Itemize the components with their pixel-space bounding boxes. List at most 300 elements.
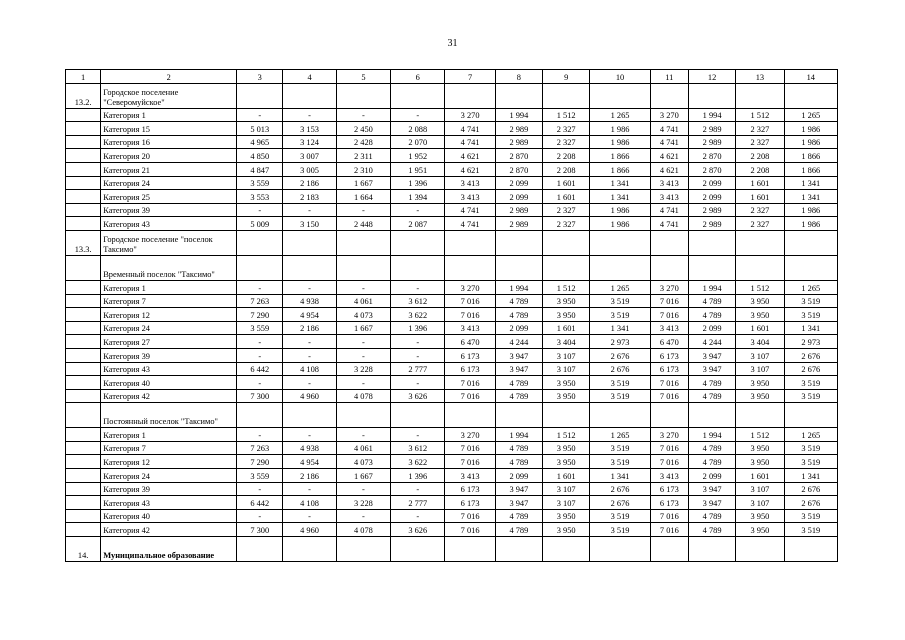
value-cell: 3 519 [590,308,650,322]
table-row [66,403,838,428]
value-cell [650,537,688,562]
value-cell: 4 789 [688,509,735,523]
value-cell: 4 073 [336,308,390,322]
value-cell: 1 341 [784,190,837,204]
column-header: 7 [445,70,495,84]
row-label-cell: Категория 15 [101,122,237,136]
row-label-cell: Постоянный поселок "Таксимо" [101,403,237,428]
value-cell: 2 989 [495,135,542,149]
value-cell: 1 601 [736,469,784,483]
value-cell: - [237,428,283,442]
value-cell: 2 327 [736,217,784,231]
row-number-cell [66,348,101,362]
value-cell: 1 986 [590,135,650,149]
table-body [66,70,838,562]
row-label-cell: Муниципальное образование [101,537,237,562]
row-number-cell [66,255,101,280]
value-cell: 1 601 [543,176,590,190]
value-cell: - [283,376,336,390]
value-cell: 2 989 [688,203,735,217]
value-cell: 1 951 [391,162,445,176]
value-cell [784,403,837,428]
value-cell: 2 989 [495,217,542,231]
value-cell: - [237,376,283,390]
value-cell: 4 621 [650,162,688,176]
value-cell: 3 622 [391,455,445,469]
value-cell: 7 016 [445,389,495,403]
value-cell: 4 789 [688,389,735,403]
value-cell: 3 413 [445,176,495,190]
value-cell: 1 601 [736,176,784,190]
value-cell [391,230,445,255]
row-number-cell [66,294,101,308]
value-cell: - [336,348,390,362]
value-cell: 3 413 [445,469,495,483]
table-row [66,122,838,136]
value-cell: 6 442 [237,496,283,510]
value-cell: 3 005 [283,162,336,176]
value-cell: 3 519 [590,455,650,469]
value-cell: 4 061 [336,441,390,455]
value-cell: - [336,280,390,294]
value-cell: 4 789 [495,509,542,523]
value-cell: 2 676 [784,348,837,362]
row-label-cell: Категория 1 [101,108,237,122]
value-cell: 3 950 [736,389,784,403]
value-cell: 4 789 [495,308,542,322]
value-cell: 4 741 [445,135,495,149]
value-cell: 1 265 [590,280,650,294]
row-number-cell [66,509,101,523]
value-cell: 1 994 [495,428,542,442]
value-cell: 1 986 [784,217,837,231]
row-label-cell: Категория 42 [101,523,237,537]
value-cell [736,255,784,280]
value-cell: 5 013 [237,122,283,136]
value-cell: - [283,482,336,496]
value-cell: 2 448 [336,217,390,231]
value-cell: 4 789 [495,389,542,403]
value-cell: 2 208 [736,149,784,163]
value-cell: 4 621 [445,149,495,163]
value-cell: 1 341 [784,469,837,483]
row-number-cell [66,403,101,428]
value-cell [283,255,336,280]
value-cell: 3 107 [736,496,784,510]
value-cell: 2 327 [736,135,784,149]
row-number-cell: 13.2. [66,83,101,108]
value-cell: - [237,108,283,122]
value-cell: 3 007 [283,149,336,163]
value-cell: 1 512 [543,428,590,442]
value-cell: 3 947 [688,348,735,362]
value-cell: 1 396 [391,469,445,483]
value-cell [445,230,495,255]
value-cell: 2 208 [736,162,784,176]
value-cell [495,537,542,562]
value-cell: 3 559 [237,176,283,190]
value-cell: 3 107 [543,348,590,362]
value-cell: 4 741 [445,122,495,136]
value-cell: 3 612 [391,441,445,455]
value-cell: - [237,280,283,294]
row-number-cell [66,217,101,231]
value-cell [736,403,784,428]
value-cell [391,255,445,280]
value-cell [391,83,445,108]
value-cell: 6 173 [445,348,495,362]
value-cell: 7 016 [650,523,688,537]
value-cell: 6 173 [650,362,688,376]
value-cell: 3 270 [650,428,688,442]
value-cell: 6 173 [445,482,495,496]
value-cell [391,537,445,562]
row-label-cell: Городское поселение "Северомуйское" [101,83,237,108]
value-cell: 2 099 [688,469,735,483]
row-label-cell: Категория 39 [101,482,237,496]
value-cell: - [391,428,445,442]
value-cell: 4 789 [495,376,542,390]
value-cell: - [283,509,336,523]
value-cell: - [391,509,445,523]
table-row [66,135,838,149]
value-cell [445,537,495,562]
value-cell: - [391,108,445,122]
value-cell: - [283,203,336,217]
value-cell: 3 153 [283,122,336,136]
value-cell: 3 413 [650,190,688,204]
value-cell: 3 107 [543,496,590,510]
value-cell: 1 667 [336,321,390,335]
column-header: 5 [336,70,390,84]
value-cell [237,403,283,428]
value-cell: 4 073 [336,455,390,469]
value-cell [784,230,837,255]
value-cell: 1 994 [495,108,542,122]
row-label-cell: Категория 24 [101,176,237,190]
value-cell: 6 173 [445,362,495,376]
value-cell: 2 186 [283,176,336,190]
value-cell: 7 300 [237,389,283,403]
row-number-cell [66,376,101,390]
value-cell: - [237,335,283,349]
value-cell [283,230,336,255]
row-number-cell [66,362,101,376]
value-cell: 4 789 [495,441,542,455]
row-number-cell [66,122,101,136]
value-cell: 2 973 [784,335,837,349]
value-cell: 3 270 [650,108,688,122]
value-cell: 1 601 [736,321,784,335]
value-cell [650,83,688,108]
value-cell [688,403,735,428]
value-cell [650,230,688,255]
row-label-cell: Категория 39 [101,203,237,217]
value-cell: 4 789 [688,441,735,455]
value-cell: - [237,482,283,496]
row-number-cell [66,335,101,349]
value-cell: 3 950 [543,455,590,469]
table-row [66,509,838,523]
table-row [66,537,838,562]
row-number-cell [66,469,101,483]
value-cell: 3 413 [650,176,688,190]
value-cell: 1 866 [784,162,837,176]
column-header: 1 [66,70,101,84]
row-label-cell: Временный поселок "Таксимо" [101,255,237,280]
value-cell: 2 183 [283,190,336,204]
value-cell: 3 150 [283,217,336,231]
value-cell: 2 676 [590,348,650,362]
table-row [66,255,838,280]
value-cell: 4 244 [688,335,735,349]
value-cell: - [391,376,445,390]
value-cell: 2 099 [688,176,735,190]
value-cell: 2 777 [391,362,445,376]
value-cell [543,83,590,108]
value-cell: 7 016 [445,455,495,469]
value-cell: - [237,348,283,362]
row-label-cell: Категория 21 [101,162,237,176]
row-label-cell: Категория 25 [101,190,237,204]
value-cell: 2 989 [688,122,735,136]
value-cell: 2 870 [688,149,735,163]
row-label-cell: Категория 43 [101,217,237,231]
table-row [66,83,838,108]
value-cell: 2 676 [590,496,650,510]
value-cell: 3 413 [445,190,495,204]
value-cell [590,255,650,280]
value-cell: 3 107 [736,482,784,496]
row-number-cell: 13.3. [66,230,101,255]
column-header: 6 [391,70,445,84]
value-cell: - [336,108,390,122]
value-cell: 3 413 [650,321,688,335]
value-cell: 4 741 [650,122,688,136]
value-cell: 2 087 [391,217,445,231]
value-cell: 3 519 [590,523,650,537]
value-cell: - [391,482,445,496]
value-cell [590,537,650,562]
row-label-cell: Категория 12 [101,308,237,322]
value-cell: 4 078 [336,523,390,537]
value-cell: 1 866 [590,162,650,176]
value-cell: 4 108 [283,362,336,376]
value-cell: 4 789 [688,308,735,322]
value-cell: 1 394 [391,190,445,204]
row-label-cell: Категория 24 [101,469,237,483]
column-header: 10 [590,70,650,84]
value-cell: 3 950 [736,376,784,390]
column-header: 14 [784,70,837,84]
value-cell: 2 676 [784,496,837,510]
value-cell: 2 676 [784,362,837,376]
column-header: 11 [650,70,688,84]
value-cell: 1 986 [784,122,837,136]
value-cell [336,255,390,280]
row-label-cell: Категория 20 [101,149,237,163]
row-label-cell: Категория 39 [101,348,237,362]
value-cell: 1 265 [784,428,837,442]
value-cell [495,403,542,428]
value-cell: 4 621 [650,149,688,163]
value-cell: - [336,376,390,390]
value-cell: 4 741 [650,217,688,231]
value-cell: 3 553 [237,190,283,204]
value-cell: 4 741 [445,203,495,217]
tariff-table [65,69,838,562]
value-cell: 3 413 [650,469,688,483]
value-cell: 6 173 [650,348,688,362]
value-cell: 3 107 [736,348,784,362]
value-cell: 1 986 [784,135,837,149]
value-cell: 3 270 [445,108,495,122]
row-number-cell [66,149,101,163]
value-cell: 4 789 [688,376,735,390]
value-cell [336,403,390,428]
value-cell: 3 950 [543,441,590,455]
value-cell: 6 470 [445,335,495,349]
value-cell: 1 396 [391,321,445,335]
value-cell: 2 870 [495,162,542,176]
value-cell: 7 016 [445,509,495,523]
value-cell: 7 263 [237,441,283,455]
value-cell [543,537,590,562]
value-cell [445,403,495,428]
value-cell: 1 265 [784,280,837,294]
row-label-cell: Городское поселение "поселок Таксимо" [101,230,237,255]
table-row [66,362,838,376]
value-cell [784,83,837,108]
value-cell: 3 950 [543,308,590,322]
value-cell [445,255,495,280]
value-cell: 3 107 [736,362,784,376]
value-cell [688,537,735,562]
column-header: 8 [495,70,542,84]
value-cell: 3 228 [336,496,390,510]
value-cell: 3 519 [590,389,650,403]
value-cell: 7 016 [445,294,495,308]
value-cell: 1 512 [736,280,784,294]
value-cell: 6 173 [650,482,688,496]
value-cell: - [391,203,445,217]
table-row [66,217,838,231]
value-cell: 1 866 [784,149,837,163]
row-label-cell: Категория 43 [101,362,237,376]
value-cell [283,537,336,562]
value-cell: 1 396 [391,176,445,190]
value-cell: 3 950 [543,389,590,403]
value-cell: 4 789 [495,523,542,537]
value-cell: 1 994 [495,280,542,294]
value-cell: 6 173 [445,496,495,510]
value-cell: 2 777 [391,496,445,510]
column-header: 4 [283,70,336,84]
value-cell [688,230,735,255]
value-cell [688,255,735,280]
value-cell: 3 947 [495,348,542,362]
value-cell: 3 950 [736,523,784,537]
value-cell: 7 016 [650,308,688,322]
value-cell: 4 850 [237,149,283,163]
row-number-cell [66,482,101,496]
value-cell: 4 789 [688,294,735,308]
table-row [66,149,838,163]
value-cell: 3 270 [445,280,495,294]
value-cell: 2 208 [543,149,590,163]
value-cell: 3 559 [237,321,283,335]
value-cell: 3 947 [495,362,542,376]
value-cell: 3 519 [590,509,650,523]
value-cell: 7 016 [650,294,688,308]
value-cell: 1 512 [736,428,784,442]
table-row [66,321,838,335]
value-cell: 2 973 [590,335,650,349]
value-cell [237,255,283,280]
value-cell: 3 519 [784,441,837,455]
value-cell: 1 341 [590,190,650,204]
column-header: 12 [688,70,735,84]
value-cell: 2 989 [495,203,542,217]
value-cell: 4 108 [283,496,336,510]
value-cell [736,83,784,108]
value-cell: 2 676 [590,482,650,496]
value-cell: 7 263 [237,294,283,308]
value-cell [283,403,336,428]
value-cell: 7 290 [237,308,283,322]
value-cell: 4 789 [495,455,542,469]
row-label-cell: Категория 1 [101,428,237,442]
table-row [66,294,838,308]
value-cell: 2 327 [543,217,590,231]
value-cell: 3 124 [283,135,336,149]
value-cell: 2 428 [336,135,390,149]
value-cell: 2 186 [283,469,336,483]
value-cell: 1 512 [543,280,590,294]
value-cell [495,255,542,280]
value-cell: 3 519 [784,455,837,469]
value-cell: 3 270 [445,428,495,442]
value-cell: 1 986 [590,203,650,217]
value-cell: 3 404 [736,335,784,349]
value-cell: - [391,280,445,294]
value-cell: 3 947 [688,496,735,510]
table-row [66,308,838,322]
value-cell: 3 107 [543,482,590,496]
row-number-cell [66,135,101,149]
value-cell: 1 265 [784,108,837,122]
value-cell: 1 341 [590,321,650,335]
value-cell: 2 099 [495,321,542,335]
row-label-cell: Категория 27 [101,335,237,349]
value-cell: 2 327 [543,122,590,136]
value-cell: 3 947 [495,482,542,496]
value-cell: 4 938 [283,441,336,455]
value-cell [283,83,336,108]
value-cell: 1 512 [736,108,784,122]
value-cell: 3 519 [784,376,837,390]
row-number-cell [66,428,101,442]
row-number-cell [66,455,101,469]
value-cell: 3 947 [495,496,542,510]
value-cell: 3 519 [784,389,837,403]
value-cell: 1 265 [590,108,650,122]
value-cell: 3 519 [784,294,837,308]
value-cell: 2 099 [688,321,735,335]
row-number-cell [66,280,101,294]
value-cell: 1 601 [543,190,590,204]
value-cell: 3 519 [590,441,650,455]
